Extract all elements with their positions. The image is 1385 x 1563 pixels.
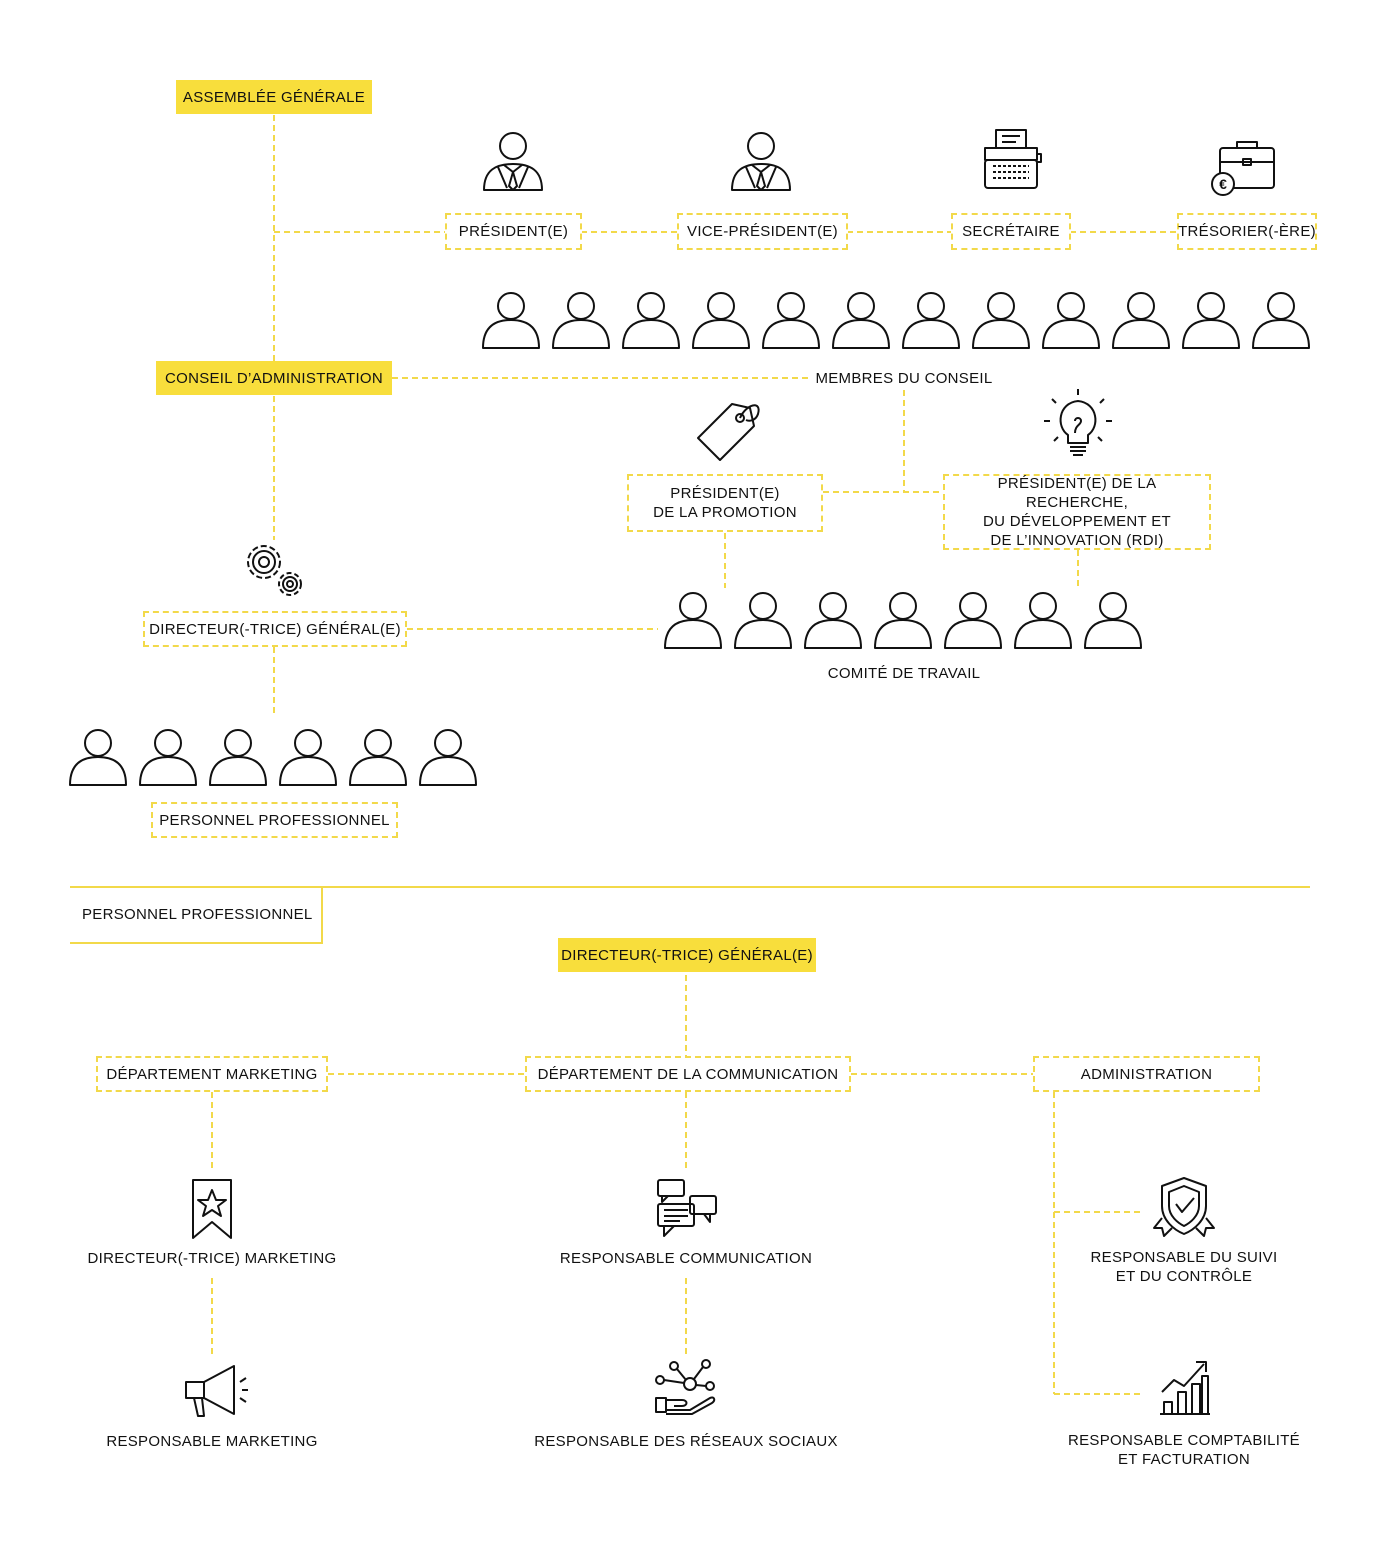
committee-members-icons (665, 593, 1141, 648)
treasurer-box (1177, 213, 1317, 250)
board-of-directors-label: CONSEIL D’ADMINISTRATION (164, 369, 384, 387)
staff-section-tab (70, 887, 323, 944)
vice-president-label: VICE-PRÉSIDENT(E) (687, 223, 838, 240)
board-members-icons (483, 293, 1309, 348)
businessman-icon (732, 133, 790, 190)
marketing-manager-label (62, 1430, 362, 1452)
person-icon (875, 593, 931, 648)
person-icon (805, 593, 861, 648)
person-icon (1183, 293, 1239, 348)
monitoring-manager-text: RESPONSABLE DU SUIVI ET DU CONTRÔLE (1090, 1249, 1278, 1285)
general-assembly-box (176, 80, 372, 114)
person-icon (210, 730, 266, 785)
person-icon (1113, 293, 1169, 348)
staff-members-icons (70, 730, 476, 785)
secretary-label: SECRÉTAIRE (962, 223, 1060, 240)
network-hand-icon (656, 1360, 714, 1414)
marketing-director-text: DIRECTEUR(-TRICE) MARKETING (87, 1249, 337, 1267)
secretary-box (951, 213, 1071, 250)
professional-staff-label: PERSONNEL PROFESSIONNEL (159, 811, 390, 829)
administration-label: ADMINISTRATION (1080, 1065, 1213, 1083)
general-director-label: DIRECTEUR(-TRICE) GÉNÉRAL(E) (149, 620, 401, 638)
communication-manager-text: RESPONSABLE COMMUNICATION (559, 1249, 813, 1267)
communication-manager-label (536, 1247, 836, 1269)
person-icon (140, 730, 196, 785)
person-icon (1043, 293, 1099, 348)
working-committee-label (800, 663, 1008, 683)
social-media-manager-text: RESPONSABLE DES RÉSEAUX SOCIAUX (534, 1432, 838, 1450)
monitoring-manager-label (1054, 1247, 1314, 1287)
person-icon (735, 593, 791, 648)
working-committee-text: COMITÉ DE TRAVAIL (827, 664, 981, 682)
promotion-president-label: PRÉSIDENT(E) DE LA PROMOTION (653, 485, 797, 521)
marketing-dept-label: DÉPARTEMENT MARKETING (106, 1065, 318, 1083)
vice-president-box (677, 213, 848, 250)
svg-text:€: € (1219, 176, 1227, 192)
accounting-manager-label (1044, 1430, 1324, 1470)
person-icon (553, 293, 609, 348)
marketing-manager-text: RESPONSABLE MARKETING (106, 1432, 318, 1450)
board-of-directors-box (156, 361, 392, 395)
staff-general-director-box (558, 938, 816, 972)
person-icon (693, 293, 749, 348)
price-tag-icon (698, 404, 759, 460)
accounting-manager-text: RESPONSABLE COMPTABILITÉ ET FACTURATION (1068, 1432, 1300, 1468)
person-icon (1015, 593, 1071, 648)
professional-staff-box (151, 802, 398, 838)
person-icon (763, 293, 819, 348)
typewriter-icon (985, 130, 1041, 188)
person-icon (70, 730, 126, 785)
person-icon (623, 293, 679, 348)
person-icon (420, 730, 476, 785)
promotion-president-box (627, 474, 823, 532)
connectors (212, 115, 1178, 1394)
person-icon (280, 730, 336, 785)
gears-icon (248, 546, 301, 595)
marketing-director-label (62, 1247, 362, 1269)
president-label: PRÉSIDENT(E) (458, 223, 569, 240)
social-media-manager-label (516, 1430, 856, 1452)
megaphone-icon (186, 1366, 248, 1416)
board-members-label (808, 368, 1000, 388)
person-icon (483, 293, 539, 348)
general-assembly-label: ASSEMBLÉE GÉNÉRALE (182, 88, 366, 106)
treasurer-label: TRÉSORIER(-ÈRE) (1178, 223, 1316, 240)
lightbulb-icon (1044, 389, 1112, 455)
general-director-box (143, 611, 407, 647)
person-icon (1253, 293, 1309, 348)
staff-section-title: PERSONNEL PROFESSIONNEL (82, 906, 313, 923)
person-icon (665, 593, 721, 648)
communication-dept-box (525, 1056, 851, 1092)
administration-box (1033, 1056, 1260, 1092)
rdi-president-label: PRÉSIDENT(E) DE LA RECHERCHE, DU DÉVELOPPEMENT ET DE L’INNOVATION (RDI) (983, 475, 1171, 549)
person-icon (350, 730, 406, 785)
chat-bubbles-icon (658, 1180, 716, 1236)
briefcase-euro-icon (1212, 142, 1274, 195)
businessman-icon (484, 133, 542, 190)
president-box (445, 213, 582, 250)
person-icon (833, 293, 889, 348)
board-members-text: MEMBRES DU CONSEIL (815, 369, 993, 387)
person-icon (973, 293, 1029, 348)
communication-dept-label: DÉPARTEMENT DE LA COMMUNICATION (537, 1065, 839, 1083)
person-icon (945, 593, 1001, 648)
rdi-president-box (943, 474, 1211, 550)
star-ribbon-icon (193, 1180, 231, 1238)
person-icon (903, 293, 959, 348)
marketing-dept-box (96, 1056, 328, 1092)
staff-general-director-label: DIRECTEUR(-TRICE) GÉNÉRAL(E) (561, 946, 813, 964)
person-icon (1085, 593, 1141, 648)
shield-check-icon (1154, 1178, 1214, 1236)
growth-chart-icon (1160, 1362, 1210, 1414)
